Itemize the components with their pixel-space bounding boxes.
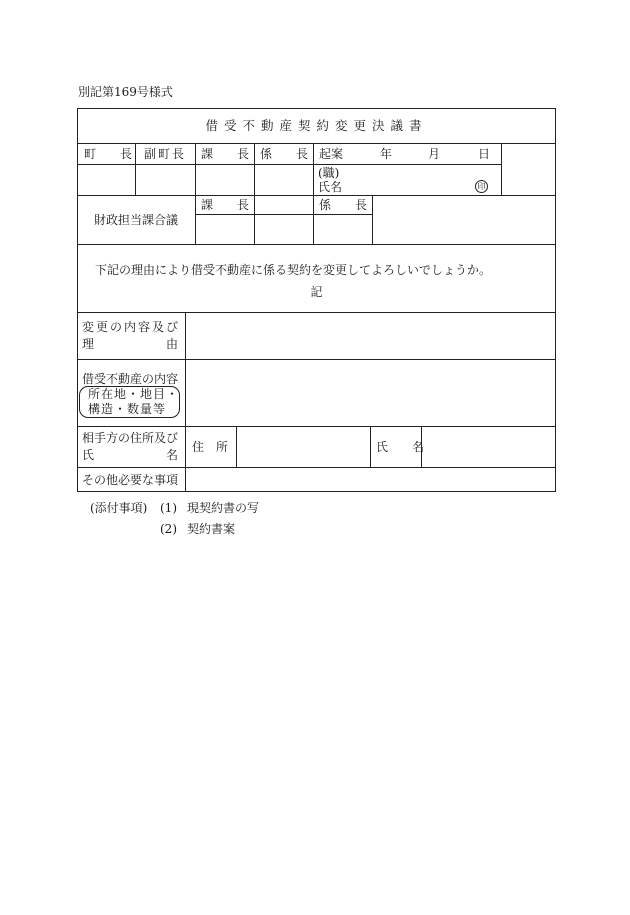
- rule-v-approval-2: [195, 143, 196, 244]
- drafter-post: (職): [318, 166, 340, 180]
- change-label-yu: 由: [165, 337, 178, 351]
- request-text: 下記の理由により借受不動産に係る契約を変更してよろしいでしょうか。: [95, 263, 492, 277]
- property-label-line3: 構造・数量等: [88, 402, 167, 416]
- rule-request-bottom: [77, 312, 556, 313]
- drafted-day: 日: [478, 147, 491, 161]
- rule-change-bottom: [77, 359, 556, 360]
- rule-title-bottom: [77, 143, 556, 144]
- finance-staff-chief: 係 長: [319, 198, 368, 212]
- seal-mark: 印: [475, 180, 488, 193]
- change-label-line2: [82, 337, 178, 351]
- finance-label: 財政担当課合議: [93, 213, 178, 227]
- rule-party-bottom: [77, 467, 556, 468]
- drafter-name-label: 氏名: [318, 180, 343, 194]
- rule-v-approval-4: [313, 143, 314, 244]
- ki-mark: 記: [310, 285, 323, 299]
- rule-finance-bottom: [77, 244, 556, 245]
- drafted-month: 月: [428, 147, 441, 161]
- rule-v-approval-1: [135, 143, 136, 195]
- approval-town-chief: 町 長: [84, 147, 133, 161]
- change-label-line1: 変更の内容及び: [82, 320, 181, 334]
- rule-approval-bottom: [77, 195, 556, 196]
- form-title: 借受不動産契約変更決議書: [205, 118, 428, 133]
- change-label-ri: 理: [82, 337, 95, 351]
- attachment-2-text: 契約書案: [187, 522, 236, 536]
- approval-staff-chief: 係 長: [260, 147, 309, 161]
- rule-v-name-label: [370, 426, 371, 467]
- approval-vice-chief: 副町長: [143, 147, 186, 161]
- property-label-line2: 所在地・地目・: [88, 387, 180, 401]
- rule-property-bottom: [77, 426, 556, 427]
- party-label-line1: 相手方の住所及び: [82, 431, 179, 445]
- approval-section-chief: 課 長: [201, 147, 250, 161]
- property-label-line1: 借受不動産の内容: [82, 372, 179, 386]
- party-label-mei: 名: [165, 448, 178, 462]
- party-label-line2: [82, 448, 178, 462]
- finance-section-chief: 課 長: [201, 198, 250, 212]
- attachment-1-text: 現契約書の写: [187, 501, 260, 515]
- party-name-label: 氏 名: [376, 440, 425, 454]
- rule-v-approval-5: [501, 143, 502, 195]
- party-label-shi: 氏: [82, 448, 95, 462]
- address-label: 住 所: [192, 440, 229, 454]
- attachment-2-num: (2): [160, 522, 177, 536]
- rule-approval-header: [77, 164, 501, 165]
- drafted-label: 起案: [319, 147, 344, 161]
- rule-v-approval-3: [254, 143, 255, 244]
- rule-finance-header: [195, 214, 372, 215]
- rule-v-label-column: [185, 312, 186, 492]
- other-matters-label: その他必要な事項: [82, 473, 179, 487]
- attachment-1-num: (1): [160, 501, 177, 515]
- attachments-label: (添付事項): [90, 501, 148, 515]
- rule-v-finance: [372, 195, 373, 244]
- rule-v-address: [236, 426, 237, 467]
- drafted-year: 年: [380, 147, 393, 161]
- form-number-label: 別記第169号様式: [78, 85, 173, 99]
